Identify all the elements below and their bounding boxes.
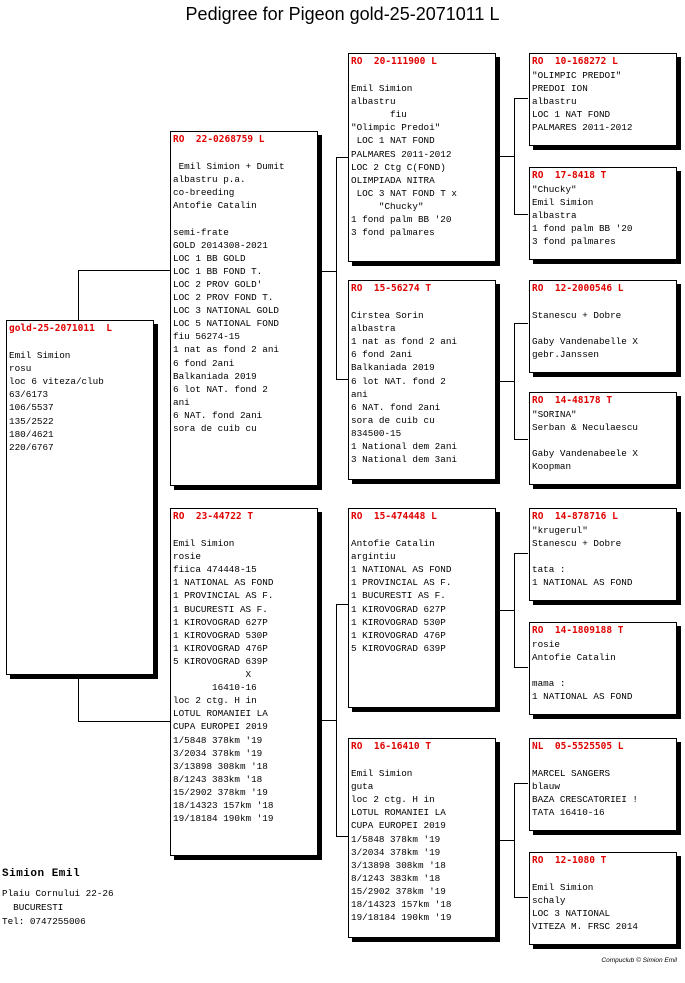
ring-number: RO 14-878716 L	[532, 511, 618, 522]
sire-dam-card[interactable]	[348, 280, 496, 480]
ring-number: RO 12-2000546 L	[532, 283, 624, 294]
connector-line	[514, 214, 528, 215]
ring-number: RO 14-1809188 T	[532, 625, 624, 636]
great-grandparent-card[interactable]	[529, 280, 677, 373]
owner-phone: Tel: 0747255006	[2, 916, 86, 927]
great-grandparent-card[interactable]	[529, 392, 677, 485]
connector-line	[320, 720, 336, 721]
ring-number: RO 20-111900 L	[351, 56, 437, 67]
connector-line	[78, 721, 170, 722]
ring-number: RO 16-16410 T	[351, 741, 432, 752]
connector-line	[514, 783, 528, 784]
dam-sire-card[interactable]	[348, 508, 496, 708]
pigeon-info: Emil Simion schaly LOC 3 NATIONAL VITEZA M. FRSC 2014	[532, 882, 639, 933]
footer-credit: Compuclub © Simion Emil	[601, 957, 677, 964]
ring-number: RO 17-8418 T	[532, 170, 607, 181]
ring-number: RO 22-0268759 L	[173, 134, 265, 145]
pigeon-info: "krugerul" Stanescu + Dobre tata : 1 NATIONAL AS FOND	[532, 525, 633, 589]
pigeon-info: Antofie Catalin argintiu 1 NATIONAL AS FOND 1 PROVINCIAL AS F. 1 BUCURESTI AS F. 1 KIROVOGRAD 627P 1 KIROVOGRAD 530P 1 KIROVOGRAD 476P 5 KIROVOGRAD 639P	[351, 538, 452, 654]
connector-line	[336, 836, 348, 837]
sire-card[interactable]	[170, 131, 318, 486]
connector-line	[78, 677, 79, 721]
connector-line	[514, 323, 515, 439]
connector-line	[336, 157, 348, 158]
connector-line	[497, 840, 514, 841]
owner-address: Plaiu Cornului 22-26	[2, 888, 114, 899]
connector-line	[336, 157, 337, 271]
ring-number: RO 15-56274 T	[351, 283, 432, 294]
pigeon-info: Emil Simion rosie fiica 474448-15 1 NATIONAL AS FOND 1 PROVINCIAL AS F. 1 BUCURESTI AS F. 1 KIROVOGRAD 627P 1 KIROVOGRAD 530P 1 KIROVOGRAD 476P 5 KIROVOGRAD 639P X 16410-16 loc 2 ctg. H in LOTUL ROMANIEI LA CUPA EUROPEI 2019 1/5848 378km '19 3/2034 378km '19 3/13898 308km '18 8/1243 383km '18 15/2902 378km '19 18/14323 157km '18 19/18184 190km '19	[173, 538, 274, 825]
ring-number: RO 15-474448 L	[351, 511, 437, 522]
connector-line	[78, 270, 170, 271]
ring-number: RO 14-48178 T	[532, 395, 613, 406]
connector-line	[336, 720, 337, 836]
ring-number: RO 10-168272 L	[532, 56, 618, 67]
great-grandparent-card[interactable]	[529, 53, 677, 146]
great-grandparent-card[interactable]	[529, 852, 677, 945]
connector-line	[514, 553, 528, 554]
great-grandparent-card[interactable]	[529, 738, 677, 831]
connector-line	[514, 783, 515, 897]
connector-line	[514, 439, 528, 440]
sire-sire-card[interactable]	[348, 53, 496, 262]
great-grandparent-card[interactable]	[529, 622, 677, 715]
pigeon-info: Emil Simion + Dumit albastru p.a. co-breeding Antofie Catalin semi-frate GOLD 2014308-2021 LOC 1 BB GOLD LOC 1 BB FOND T. LOC 2 PROV GOLD' LOC 2 PROV FOND T. LOC 3 NATIONAL GOLD LOC 5 NATIONAL FOND fiu 56274-15 1 nat as fond 2 ani 6 fond 2ani Balkaniada 2019 6 lot NAT. fond 2 ani 6 NAT. fond 2ani sora de cuib cu	[173, 161, 285, 434]
great-grandparent-card[interactable]	[529, 167, 677, 260]
connector-line	[497, 156, 514, 157]
ring-number: NL 05-5525505 L	[532, 741, 624, 752]
connector-line	[336, 604, 348, 605]
subject-pigeon-card[interactable]	[6, 320, 154, 675]
pigeon-info: Emil Simion albastru fiu "Olimpic Predoi" LOC 1 NAT FOND PALMARES 2011-2012 LOC 2 Ctg C(FOND) OLIMPIADA NITRA LOC 3 NAT FOND T x "Chucky" 1 fond palm BB '20 3 fond palmares	[351, 83, 458, 239]
owner-city: BUCURESTI	[2, 902, 64, 913]
connector-line	[514, 98, 528, 99]
pigeon-info: Cirstea Sorin albastra 1 nat as fond 2 ani 6 fond 2ani Balkaniada 2019 6 lot NAT. fond 2 ani 6 NAT. fond 2ani sora de cuib cu 834500-15 1 National dem 2ani 3 National dem 3ani	[351, 310, 458, 466]
owner-name: Simion Emil	[2, 868, 81, 880]
pigeon-info: "OLIMPIC PREDOI" PREDOI ION albastru LOC 1 NAT FOND PALMARES 2011-2012	[532, 70, 633, 134]
pigeon-info: Stanescu + Dobre Gaby Vandenabelle X gebr.Janssen	[532, 310, 639, 361]
connector-line	[78, 270, 79, 323]
connector-line	[514, 323, 528, 324]
pigeon-info: rosie Antofie Catalin mama : 1 NATIONAL AS FOND	[532, 639, 633, 703]
page-title: Pedigree for Pigeon gold-25-2071011 L	[185, 4, 500, 24]
connector-line	[497, 381, 514, 382]
great-grandparent-card[interactable]	[529, 508, 677, 601]
connector-line	[514, 98, 515, 214]
ring-number: gold-25-2071011 L	[9, 323, 112, 334]
connector-line	[320, 271, 336, 272]
pigeon-info: Emil Simion rosu loc 6 viteza/club 63/6173 106/5537 135/2522 180/4621 220/6767	[9, 350, 104, 453]
pigeon-info: Emil Simion guta loc 2 ctg. H in LOTUL ROMANIEI LA CUPA EUROPEI 2019 1/5848 378km '19 3/2034 378km '19 3/13898 308km '18 8/1243 383km '18 15/2902 378km '19 18/14323 157km '18 19/18184 190km '19	[351, 768, 452, 924]
dam-card[interactable]	[170, 508, 318, 856]
dam-dam-card[interactable]	[348, 738, 496, 938]
ring-number: RO 23-44722 T	[173, 511, 254, 522]
pigeon-info: MARCEL SANGERS blauw BAZA CRESCATORIEI ! TATA 16410-16	[532, 768, 639, 819]
connector-line	[336, 604, 337, 720]
connector-line	[497, 610, 514, 611]
pigeon-info: "SORINA" Serban & Neculaescu Gaby Vandenabeele X Koopman	[532, 409, 639, 473]
pigeon-info: "Chucky" Emil Simion albastra 1 fond palm BB '20 3 fond palmares	[532, 184, 633, 248]
connector-line	[514, 667, 528, 668]
connector-line	[336, 379, 348, 380]
connector-line	[514, 553, 515, 667]
connector-line	[336, 271, 337, 379]
connector-line	[514, 897, 528, 898]
ring-number: RO 12-1080 T	[532, 855, 607, 866]
